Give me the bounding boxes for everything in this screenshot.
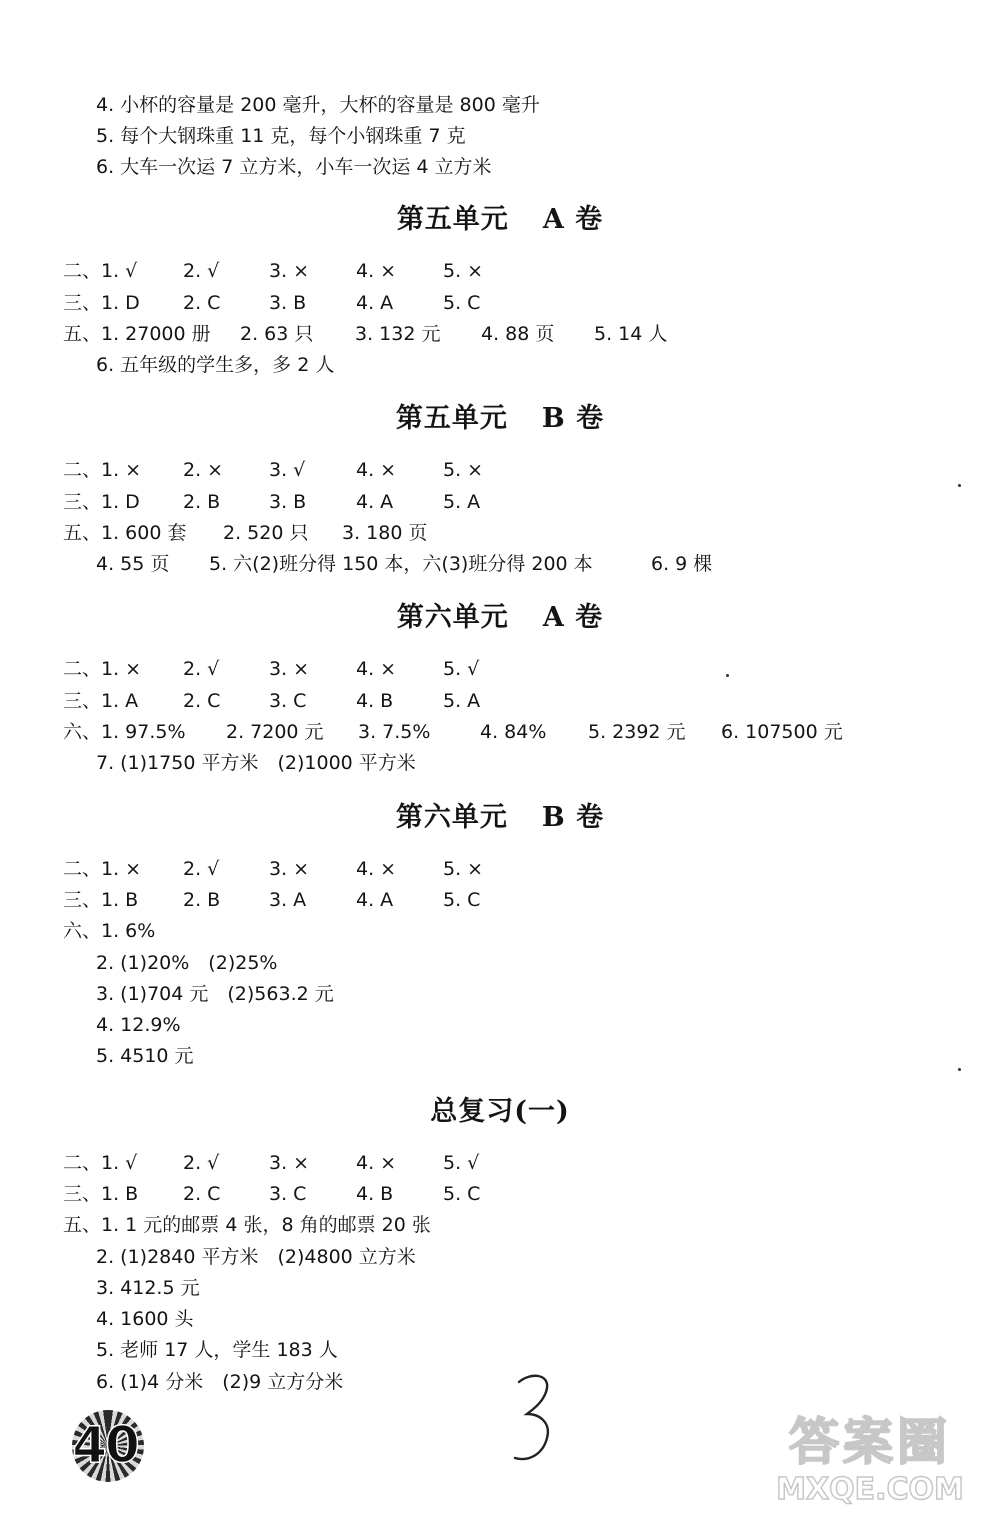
watermark-logo: 答案圈 (789, 1412, 951, 1471)
page-number: 40 (72, 1416, 138, 1474)
section-heading: 总复习(一) (430, 1096, 570, 1127)
section-heading: 第五单元 B 卷 (395, 403, 605, 434)
watermark-url: MXQE.COM (776, 1472, 964, 1507)
section-heading: 第五单元 A 卷 (396, 204, 604, 235)
scan-speck (958, 484, 961, 487)
page-number-badge (62, 1410, 148, 1482)
watermark (750, 1412, 990, 1512)
answer-page: 4. 小杯的容量是 200 毫升，大杯的容量是 800 毫升 5. 每个大钢珠重 11 克，每个小钢珠重 7 克 6. 大车一次运 7 立方米，小车一次运 4 立方米 第五单元 A 卷 二、1. √ 2. √ 3. × 4. × 5. × 三、1. D 2. C 3. B 4. A 5. C 五、1. 27000 册 2. 63 只 3. 132 元 4. 88 页 5. 14 人 6. 五年级的学生多，多 2 人 第五单元 B 卷 二、1. × 2. × 3. √ 4. × 5. × 三、1. D 2. B 3. B 4. A 5. A 五、1. 600 套 2. 520 只 3. 180 页 4. 55 页 5. 六(2)班分得 150 本，六(3)班分得 200 本 6. 9 棵 第六单元 A 卷 二、1. × 2. √ 3. × 4. × 5. √ 三、1. A 2. C 3. C 4. B 5. A 六、1. 97.5% 2. 7200 元 3. 7.5% 4. 84% 5. 2392 元 6. 107500 元 7. (1)1750 平方米 (2)1000 平方米 第六单元 B 卷 二、1. × 2. √ 3. × 4. × 5. × 三、1. B 2. B 3. A 4. A 5. C 六、1. 6% 2. (1)20% (2)25% 3. (1)704 元 (2)563.2 元 4. 12.9% 5. 4510 元 总复习(一) 二、1. √ 2. √ 3. × 4. × 5. √ 三、1. B 2. C 3. C 4. B 5. C 五、1. 1 元的邮票 4 张，8 角的邮票 20 张 2. (1)2840 平方米 (2)4800 立方米 3. 412.5 元 4. 1600 头 5. 老师 17 人，学生 183 人 6. (1)4 分米 (2)9 立方分米 40 答案圈 MXQE.COM (0, 0, 1000, 1517)
scan-speck (726, 674, 729, 677)
section-heading: 第六单元 B 卷 (395, 802, 605, 833)
section-heading: 第六单元 A 卷 (396, 602, 604, 633)
handwritten-mark (505, 1370, 565, 1465)
scan-speck (958, 1068, 961, 1071)
